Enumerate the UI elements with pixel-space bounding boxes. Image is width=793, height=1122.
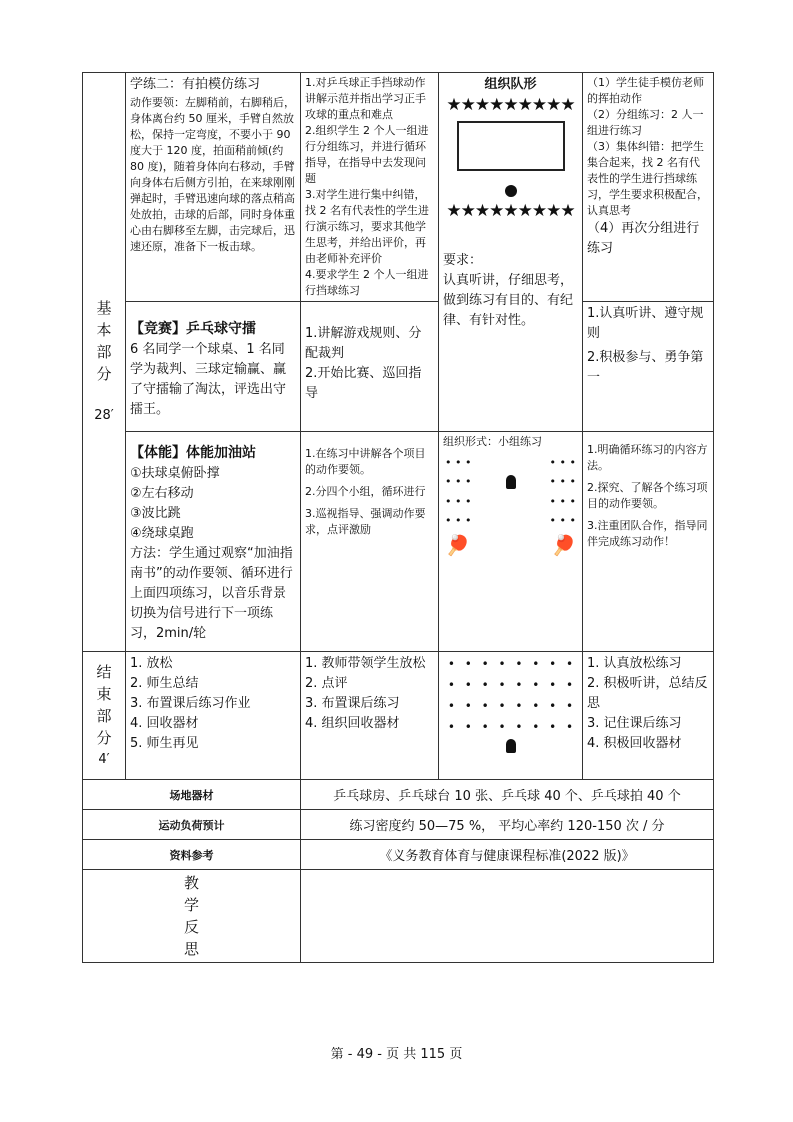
reflection-content (301, 870, 714, 963)
lesson-plan-table (82, 72, 714, 963)
game-student: 1.认真听讲、遵守规则 2.积极参与、勇争第一 (583, 302, 714, 432)
drill-student: （1）学生徒手模仿老师的挥拍动作 （2）分组练习：2 人一组进行练习 （3）集体纠错：把学生集合起来，找 2 名有代表性的学生进行挡球练习，学生要求积极配合，认真思考 （4）再次分组进行练习 (583, 73, 714, 302)
org-title: 组织队形 (484, 77, 537, 92)
ending-section-label: 结 束 部 分 4′ (83, 652, 126, 780)
ending-row (83, 652, 714, 780)
game-content: 【竞赛】乒乓球守擂 6 名同学一个球桌、1 名同学为裁判、三球定输赢、赢了守擂输了淘汰，评选出守擂王。 (126, 302, 301, 432)
drill-content (126, 73, 301, 302)
fitness-student: 1.明确循环练习的内容方法。 2.探究、了解各个练习项目的动作要领。 3.注重团队合作，指导同伴完成练习动作！ (583, 432, 714, 652)
load-value: 练习密度约 50—75 %， 平均心率约 120-150 次 / 分 (301, 810, 714, 840)
drill-body: 动作要领：左脚稍前，右脚稍后，身体离台约 50 厘米，手臂自然放松，保持一定弯度，不要小于 90 度大于 120 度，拍面稍前倾(约 80 度)，随着身体向右移动，手臂向身体右后侧方引拍，在来球刚刚弹起时，手臂迅速向球的落点稍高处放拍，击球的后部，同时身体重心由右脚移至左脚，击完球后，迅速还原，准备下一板击球。 (130, 96, 295, 253)
game-teacher: 1.讲解游戏规则、分配裁判 2.开始比赛、巡回指导 (301, 302, 439, 432)
req-body: 认真听讲，仔细思考，做到练习有目的、有纪律、有针对性。 (443, 273, 574, 328)
venue-value: 乒乓球房、乒乓球台 10 张、乒乓球 40 个、乒乓球拍 40 个 (301, 780, 714, 810)
ending-content: 1. 放松 2. 师生总结 3. 布置课后练习作业 4. 回收器材 5. 师生再见 (126, 652, 301, 780)
fitness-teacher: 1.在练习中讲解各个项目的动作要领。 2.分四个小组，循环进行 3.巡视指导、强调动作要求，点评激励 (301, 432, 439, 652)
reference-row (83, 840, 714, 870)
table-diagram (457, 121, 565, 171)
reference-label: 资料参考 (83, 840, 301, 870)
basic-duration: 28′ (94, 408, 114, 423)
reflection-label: 教 学 反 思 (83, 870, 301, 963)
fitness-organization: 组织形式：小组练习 • • • • • • • • • • • • • • • • • • • • • • • • 🏓 🏓 (439, 432, 583, 652)
pingpong-player-icon: 🏓 (551, 533, 576, 557)
ending-organization: • • • • • • • • • • • • • • • • • • • • • • • • • • • • • • • • (439, 652, 583, 780)
ending-teacher: 1. 教师带领学生放松 2. 点评 3. 布置课后练习 4. 组织回收器材 (301, 652, 439, 780)
venue-label: 场地器材 (83, 780, 301, 810)
basic-section-label: 基 本 部 分 28′ (83, 73, 126, 652)
drill-organization (439, 73, 583, 432)
reflection-row (83, 870, 714, 963)
teacher-figure-icon (506, 475, 516, 489)
ending-student: 1. 认真放松练习 2. 积极听讲，总结反思 3. 记住课后练习 4. 积极回收器材 (583, 652, 714, 780)
page-footer: 第 - 49 - 页 共 115 页 (330, 1047, 463, 1062)
venue-row (83, 780, 714, 810)
pingpong-player-icon: 🏓 (445, 533, 470, 557)
stars-top: ★★★★★★★★★ (446, 95, 575, 115)
stars-bottom: ★★★★★★★★★ (446, 201, 575, 221)
drill-row (83, 73, 714, 302)
reference-value: 《义务教育体育与健康课程标准(2022 版)》 (301, 840, 714, 870)
req-title: 要求： (443, 253, 483, 268)
load-label: 运动负荷预计 (83, 810, 301, 840)
teacher-dot (505, 185, 517, 197)
drill-title: 学练二：有拍模仿练习 (130, 77, 261, 92)
drill-teacher: 1.对乒乓球正手挡球动作讲解示范并指出学习正手攻球的重点和难点 2.组织学生 2 个人一组进行分组练习，并进行循环指导，在指导中去发现问题 3.对学生进行集中纠错，找 2 名有代表性的学生进行演示练习，要求其他学生思考，并给出评价，再由老师补充评价 4.要求学生 2 个人一组进行挡球练习 (301, 73, 439, 302)
load-row (83, 810, 714, 840)
teacher-figure-icon (506, 739, 516, 753)
game-row (83, 302, 714, 432)
fitness-row (83, 432, 714, 652)
fitness-content: 【体能】体能加油站 ①扶球桌俯卧撑 ②左右移动 ③波比跳 ④绕球桌跑 方法：学生通过观察“加油指南书”的动作要领、循环进行上面四项练习，以音乐背景切换为信号进行下一项练习，2min/轮 (126, 432, 301, 652)
